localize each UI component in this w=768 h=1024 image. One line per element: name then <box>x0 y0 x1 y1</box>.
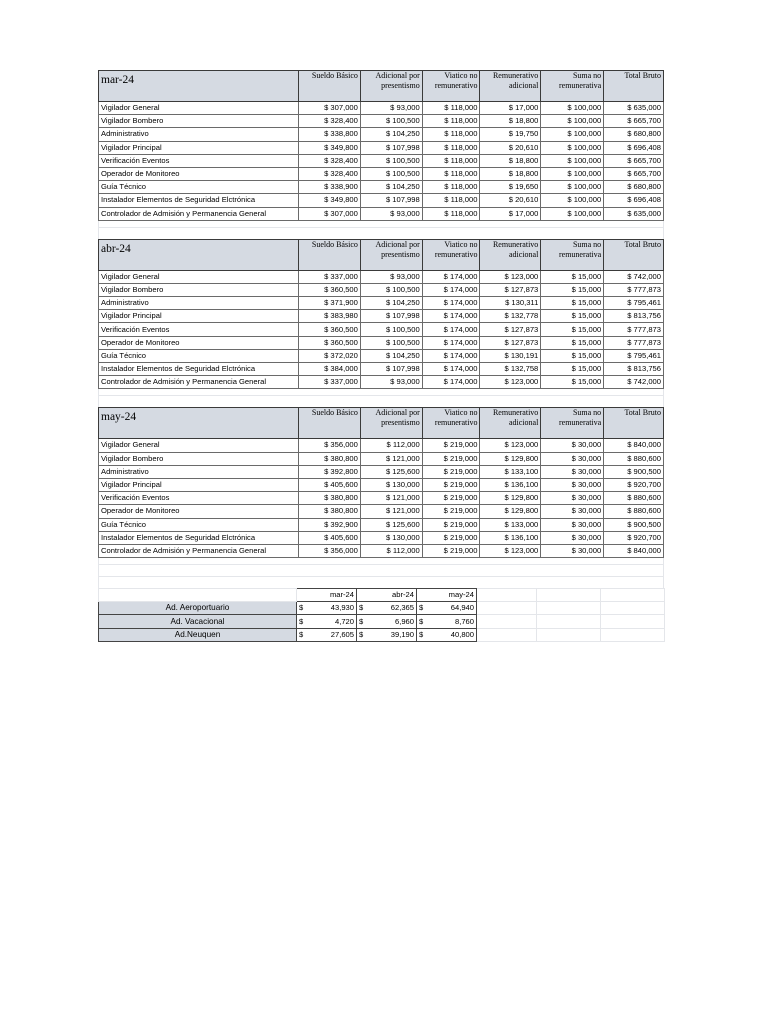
category-cell: Controlador de Admisión y Permanencia General <box>99 207 299 220</box>
amount-cell: $ 127,873 <box>480 336 541 349</box>
adicional-amount <box>357 615 417 628</box>
amount-cell: $ 665,700 <box>604 167 664 180</box>
amount-cell: $ 104,250 <box>360 297 422 310</box>
amount-cell: $ 900,500 <box>604 518 664 531</box>
table-row <box>99 505 664 518</box>
amount-cell: $ 795,461 <box>604 297 664 310</box>
amount-cell: $ 136,100 <box>480 531 541 544</box>
amount-cell: $ 219,000 <box>422 452 480 465</box>
category-cell: Instalador Elementos de Seguridad Elctrónica <box>99 194 299 207</box>
category-cell: Operador de Monitoreo <box>99 505 299 518</box>
amount-cell: $ 100,000 <box>541 167 604 180</box>
amount-cell: $ 174,000 <box>422 297 480 310</box>
table-row <box>99 128 664 141</box>
spreadsheet <box>98 70 664 642</box>
amount-cell: $ 20,610 <box>480 194 541 207</box>
column-header: Remunerativo adicional <box>480 71 541 102</box>
category-cell: Operador de Monitoreo <box>99 167 299 180</box>
empty-cell <box>537 602 601 615</box>
amount-cell: $ 742,000 <box>604 270 664 283</box>
amount-cell: $ 19,650 <box>480 181 541 194</box>
table-row <box>99 452 664 465</box>
amount-cell: $ 635,000 <box>604 102 664 115</box>
header-row <box>99 239 664 270</box>
currency-symbol: $ <box>299 616 304 626</box>
column-header: Sueldo Básico <box>299 239 361 270</box>
amount-cell: $ 30,000 <box>541 531 604 544</box>
amount-cell: $ 174,000 <box>422 349 480 362</box>
amount-cell: $ 840,000 <box>604 439 664 452</box>
table-row <box>99 336 664 349</box>
amount-cell: $ 813,756 <box>604 310 664 323</box>
adicional-label: Ad. Vacacional <box>99 615 297 628</box>
amount-cell: $ 405,600 <box>299 531 361 544</box>
amount-cell: $ 795,461 <box>604 349 664 362</box>
amount-value: 43,930 <box>330 603 354 613</box>
adicional-amount <box>357 628 417 641</box>
amount-cell: $ 30,000 <box>541 544 604 557</box>
amount-value: 6,960 <box>394 616 414 626</box>
amount-cell: $ 15,000 <box>541 297 604 310</box>
empty-cell <box>601 615 665 628</box>
amount-cell: $ 127,873 <box>480 323 541 336</box>
amount-cell: $ 174,000 <box>422 283 480 296</box>
amount-cell: $ 372,020 <box>299 349 361 362</box>
amount-cell: $ 118,000 <box>422 154 480 167</box>
column-header: Total Bruto <box>604 408 664 439</box>
amount-cell: $ 93,000 <box>360 270 422 283</box>
month-title: abr-24 <box>99 239 299 270</box>
category-cell: Vigilador Bombero <box>99 283 299 296</box>
currency-symbol: $ <box>299 629 304 639</box>
amount-cell: $ 104,250 <box>360 349 422 362</box>
amount-cell: $ 100,000 <box>541 181 604 194</box>
category-cell: Verificación Eventos <box>99 323 299 336</box>
column-header: Adicional por presentismo <box>360 408 422 439</box>
adicional-label: Ad.Neuquen <box>99 628 297 641</box>
currency-symbol: $ <box>359 616 364 626</box>
table-row <box>99 102 664 115</box>
table-row <box>99 465 664 478</box>
amount-cell: $ 219,000 <box>422 518 480 531</box>
amount-cell: $ 219,000 <box>422 492 480 505</box>
adicional-amount <box>417 615 477 628</box>
category-cell: Guía Técnico <box>99 181 299 194</box>
amount-cell: $ 121,000 <box>360 505 422 518</box>
category-cell: Vigilador Principal <box>99 141 299 154</box>
amount-cell: $ 18,800 <box>480 115 541 128</box>
amount-cell: $ 174,000 <box>422 310 480 323</box>
category-cell: Instalador Elementos de Seguridad Elctrónica <box>99 531 299 544</box>
table-row <box>99 349 664 362</box>
blank-row <box>98 389 664 407</box>
amount-cell: $ 219,000 <box>422 531 480 544</box>
salary-table-abr-24 <box>98 239 664 390</box>
table-row <box>99 181 664 194</box>
amount-cell: $ 123,000 <box>480 376 541 389</box>
currency-symbol: $ <box>359 603 364 613</box>
amount-cell: $ 920,700 <box>604 478 664 491</box>
adicional-label: Ad. Aeroportuario <box>99 602 297 615</box>
empty-cell <box>601 589 665 602</box>
amount-cell: $ 121,000 <box>360 492 422 505</box>
amount-cell: $ 129,800 <box>480 492 541 505</box>
category-cell: Controlador de Admisión y Permanencia General <box>99 376 299 389</box>
amount-cell: $ 133,100 <box>480 465 541 478</box>
amount-cell: $ 30,000 <box>541 478 604 491</box>
amount-cell: $ 100,000 <box>541 141 604 154</box>
amount-cell: $ 307,000 <box>299 102 361 115</box>
table-row <box>99 283 664 296</box>
amount-cell: $ 383,980 <box>299 310 361 323</box>
table-row <box>99 518 664 531</box>
amount-cell: $ 130,191 <box>480 349 541 362</box>
amount-cell: $ 30,000 <box>541 492 604 505</box>
amount-cell: $ 15,000 <box>541 376 604 389</box>
amount-cell: $ 125,600 <box>360 518 422 531</box>
adicionales-table <box>98 588 665 642</box>
amount-cell: $ 174,000 <box>422 270 480 283</box>
empty-cell <box>537 615 601 628</box>
amount-cell: $ 17,000 <box>480 207 541 220</box>
amount-cell: $ 392,800 <box>299 465 361 478</box>
amount-cell: $ 121,000 <box>360 452 422 465</box>
amount-cell: $ 19,750 <box>480 128 541 141</box>
table-row <box>99 492 664 505</box>
amount-cell: $ 100,500 <box>360 167 422 180</box>
blank-rows <box>98 558 664 588</box>
amount-cell: $ 118,000 <box>422 207 480 220</box>
adicional-amount <box>297 628 357 641</box>
amount-cell: $ 30,000 <box>541 452 604 465</box>
amount-cell: $ 777,873 <box>604 283 664 296</box>
category-cell: Administrativo <box>99 465 299 478</box>
amount-cell: $ 30,000 <box>541 439 604 452</box>
amount-cell: $ 118,000 <box>422 194 480 207</box>
column-header: Remunerativo adicional <box>480 239 541 270</box>
amount-cell: $ 15,000 <box>541 349 604 362</box>
empty-cell <box>537 628 601 641</box>
amount-value: 40,800 <box>450 629 474 639</box>
amount-cell: $ 129,800 <box>480 505 541 518</box>
empty-cell <box>537 589 601 602</box>
category-cell: Vigilador Bombero <box>99 452 299 465</box>
table-row <box>99 531 664 544</box>
amount-cell: $ 18,800 <box>480 154 541 167</box>
empty-cell <box>477 602 537 615</box>
category-cell: Controlador de Admisión y Permanencia General <box>99 544 299 557</box>
amount-cell: $ 112,000 <box>360 544 422 557</box>
adicional-amount <box>417 602 477 615</box>
amount-cell: $ 118,000 <box>422 128 480 141</box>
salary-sections <box>98 70 664 558</box>
amount-value: 27,605 <box>330 629 354 639</box>
adicional-amount <box>297 602 357 615</box>
amount-cell: $ 174,000 <box>422 323 480 336</box>
header-row <box>99 408 664 439</box>
currency-symbol: $ <box>359 629 364 639</box>
table-row <box>99 115 664 128</box>
adicional-amount <box>297 615 357 628</box>
amount-cell: $ 665,700 <box>604 115 664 128</box>
month-title: may-24 <box>99 408 299 439</box>
category-cell: Operador de Monitoreo <box>99 336 299 349</box>
column-header: Adicional por presentismo <box>360 71 422 102</box>
amount-cell: $ 328,400 <box>299 115 361 128</box>
column-header: Suma no remunerativa <box>541 71 604 102</box>
column-header: Adicional por presentismo <box>360 239 422 270</box>
amount-cell: $ 696,408 <box>604 141 664 154</box>
amount-cell: $ 136,100 <box>480 478 541 491</box>
amount-cell: $ 15,000 <box>541 283 604 296</box>
amount-cell: $ 840,000 <box>604 544 664 557</box>
empty-cell <box>477 589 537 602</box>
empty-cell <box>477 628 537 641</box>
table-row <box>99 207 664 220</box>
amount-cell: $ 107,998 <box>360 363 422 376</box>
column-header: Suma no remunerativa <box>541 239 604 270</box>
column-header: Total Bruto <box>604 71 664 102</box>
amount-cell: $ 15,000 <box>541 310 604 323</box>
adicional-row <box>99 628 665 641</box>
amount-cell: $ 880,600 <box>604 505 664 518</box>
amount-cell: $ 337,000 <box>299 270 361 283</box>
currency-symbol: $ <box>419 616 424 626</box>
adicional-amount <box>417 628 477 641</box>
column-header: Sueldo Básico <box>299 71 361 102</box>
amount-cell: $ 100,500 <box>360 323 422 336</box>
empty-cell <box>601 628 665 641</box>
amount-cell: $ 360,500 <box>299 323 361 336</box>
amount-cell: $ 118,000 <box>422 115 480 128</box>
amount-value: 64,940 <box>450 603 474 613</box>
amount-cell: $ 380,800 <box>299 452 361 465</box>
amount-cell: $ 100,500 <box>360 154 422 167</box>
category-cell: Vigilador Principal <box>99 478 299 491</box>
amount-cell: $ 107,998 <box>360 141 422 154</box>
amount-cell: $ 100,000 <box>541 115 604 128</box>
amount-cell: $ 380,800 <box>299 492 361 505</box>
amount-cell: $ 118,000 <box>422 167 480 180</box>
amount-cell: $ 174,000 <box>422 336 480 349</box>
currency-symbol: $ <box>419 629 424 639</box>
amount-cell: $ 93,000 <box>360 207 422 220</box>
amount-cell: $ 130,000 <box>360 478 422 491</box>
amount-cell: $ 920,700 <box>604 531 664 544</box>
amount-cell: $ 174,000 <box>422 376 480 389</box>
category-cell: Vigilador General <box>99 270 299 283</box>
amount-cell: $ 742,000 <box>604 376 664 389</box>
amount-cell: $ 100,000 <box>541 102 604 115</box>
amount-cell: $ 360,500 <box>299 336 361 349</box>
amount-cell: $ 129,800 <box>480 452 541 465</box>
amount-cell: $ 100,000 <box>541 154 604 167</box>
table-row <box>99 141 664 154</box>
amount-cell: $ 104,250 <box>360 181 422 194</box>
amount-cell: $ 123,000 <box>480 439 541 452</box>
amount-cell: $ 112,000 <box>360 439 422 452</box>
table-row <box>99 478 664 491</box>
column-header: Total Bruto <box>604 239 664 270</box>
empty-cell <box>477 615 537 628</box>
category-cell: Vigilador General <box>99 439 299 452</box>
amount-cell: $ 100,500 <box>360 336 422 349</box>
amount-cell: $ 696,408 <box>604 194 664 207</box>
amount-cell: $ 900,500 <box>604 465 664 478</box>
amount-cell: $ 18,800 <box>480 167 541 180</box>
amount-cell: $ 349,800 <box>299 141 361 154</box>
amount-cell: $ 338,800 <box>299 128 361 141</box>
amount-cell: $ 219,000 <box>422 505 480 518</box>
table-row <box>99 310 664 323</box>
amount-cell: $ 392,900 <box>299 518 361 531</box>
amount-cell: $ 777,873 <box>604 336 664 349</box>
amount-cell: $ 380,800 <box>299 505 361 518</box>
amount-cell: $ 93,000 <box>360 102 422 115</box>
adicionales-header-row <box>99 589 665 602</box>
amount-cell: $ 30,000 <box>541 505 604 518</box>
amount-cell: $ 104,250 <box>360 128 422 141</box>
amount-cell: $ 17,000 <box>480 102 541 115</box>
category-cell: Guía Técnico <box>99 349 299 362</box>
category-cell: Verificación Eventos <box>99 492 299 505</box>
amount-cell: $ 100,000 <box>541 128 604 141</box>
amount-cell: $ 15,000 <box>541 270 604 283</box>
table-row <box>99 363 664 376</box>
adicional-amount <box>357 602 417 615</box>
column-header: Remunerativo adicional <box>480 408 541 439</box>
amount-cell: $ 680,800 <box>604 181 664 194</box>
amount-cell: $ 328,400 <box>299 167 361 180</box>
amount-cell: $ 130,000 <box>360 531 422 544</box>
table-row <box>99 270 664 283</box>
amount-value: 39,190 <box>390 629 414 639</box>
amount-cell: $ 132,758 <box>480 363 541 376</box>
amount-cell: $ 219,000 <box>422 478 480 491</box>
table-row <box>99 194 664 207</box>
amount-cell: $ 371,900 <box>299 297 361 310</box>
empty-cell <box>601 602 665 615</box>
table-row <box>99 167 664 180</box>
category-cell: Verificación Eventos <box>99 154 299 167</box>
amount-cell: $ 405,600 <box>299 478 361 491</box>
month-header: may-24 <box>417 589 477 602</box>
amount-value: 4,720 <box>334 616 354 626</box>
amount-value: 62,365 <box>390 603 414 613</box>
amount-cell: $ 107,998 <box>360 310 422 323</box>
amount-cell: $ 15,000 <box>541 363 604 376</box>
amount-cell: $ 127,873 <box>480 283 541 296</box>
amount-cell: $ 349,800 <box>299 194 361 207</box>
table-row <box>99 439 664 452</box>
amount-cell: $ 118,000 <box>422 141 480 154</box>
salary-table-mar-24 <box>98 70 664 221</box>
amount-cell: $ 356,000 <box>299 544 361 557</box>
amount-cell: $ 30,000 <box>541 465 604 478</box>
salary-table-may-24 <box>98 407 664 558</box>
month-header: abr-24 <box>357 589 417 602</box>
table-row <box>99 154 664 167</box>
amount-cell: $ 338,900 <box>299 181 361 194</box>
amount-cell: $ 93,000 <box>360 376 422 389</box>
currency-symbol: $ <box>419 603 424 613</box>
amount-cell: $ 100,000 <box>541 207 604 220</box>
header-row <box>99 71 664 102</box>
blank-row <box>98 221 664 239</box>
amount-cell: $ 15,000 <box>541 336 604 349</box>
amount-cell: $ 665,700 <box>604 154 664 167</box>
category-cell: Vigilador Bombero <box>99 115 299 128</box>
column-header: Viatico no remunerativo <box>422 239 480 270</box>
amount-cell: $ 123,000 <box>480 270 541 283</box>
category-cell: Administrativo <box>99 297 299 310</box>
amount-cell: $ 219,000 <box>422 465 480 478</box>
adicional-row <box>99 602 665 615</box>
category-cell: Guía Técnico <box>99 518 299 531</box>
category-cell: Vigilador General <box>99 102 299 115</box>
amount-cell: $ 680,800 <box>604 128 664 141</box>
table-row <box>99 297 664 310</box>
column-header: Suma no remunerativa <box>541 408 604 439</box>
amount-cell: $ 118,000 <box>422 181 480 194</box>
amount-cell: $ 813,756 <box>604 363 664 376</box>
amount-cell: $ 132,778 <box>480 310 541 323</box>
amount-value: 8,760 <box>454 616 474 626</box>
currency-symbol: $ <box>299 603 304 613</box>
amount-cell: $ 328,400 <box>299 154 361 167</box>
amount-cell: $ 635,000 <box>604 207 664 220</box>
amount-cell: $ 100,500 <box>360 115 422 128</box>
table-row <box>99 376 664 389</box>
amount-cell: $ 133,000 <box>480 518 541 531</box>
amount-cell: $ 118,000 <box>422 102 480 115</box>
month-header: mar-24 <box>297 589 357 602</box>
amount-cell: $ 123,000 <box>480 544 541 557</box>
empty-cell <box>99 589 297 602</box>
amount-cell: $ 337,000 <box>299 376 361 389</box>
amount-cell: $ 777,873 <box>604 323 664 336</box>
amount-cell: $ 100,000 <box>541 194 604 207</box>
amount-cell: $ 384,000 <box>299 363 361 376</box>
amount-cell: $ 20,610 <box>480 141 541 154</box>
column-header: Sueldo Básico <box>299 408 361 439</box>
category-cell: Vigilador Principal <box>99 310 299 323</box>
amount-cell: $ 125,600 <box>360 465 422 478</box>
column-header: Viatico no remunerativo <box>422 71 480 102</box>
amount-cell: $ 880,600 <box>604 452 664 465</box>
table-row <box>99 544 664 557</box>
amount-cell: $ 30,000 <box>541 518 604 531</box>
amount-cell: $ 360,500 <box>299 283 361 296</box>
amount-cell: $ 356,000 <box>299 439 361 452</box>
category-cell: Administrativo <box>99 128 299 141</box>
category-cell: Instalador Elementos de Seguridad Elctrónica <box>99 363 299 376</box>
amount-cell: $ 174,000 <box>422 363 480 376</box>
column-header: Viatico no remunerativo <box>422 408 480 439</box>
amount-cell: $ 880,600 <box>604 492 664 505</box>
adicional-row <box>99 615 665 628</box>
amount-cell: $ 107,998 <box>360 194 422 207</box>
month-title: mar-24 <box>99 71 299 102</box>
table-row <box>99 323 664 336</box>
amount-cell: $ 15,000 <box>541 323 604 336</box>
amount-cell: $ 100,500 <box>360 283 422 296</box>
amount-cell: $ 219,000 <box>422 544 480 557</box>
amount-cell: $ 130,311 <box>480 297 541 310</box>
amount-cell: $ 219,000 <box>422 439 480 452</box>
amount-cell: $ 307,000 <box>299 207 361 220</box>
